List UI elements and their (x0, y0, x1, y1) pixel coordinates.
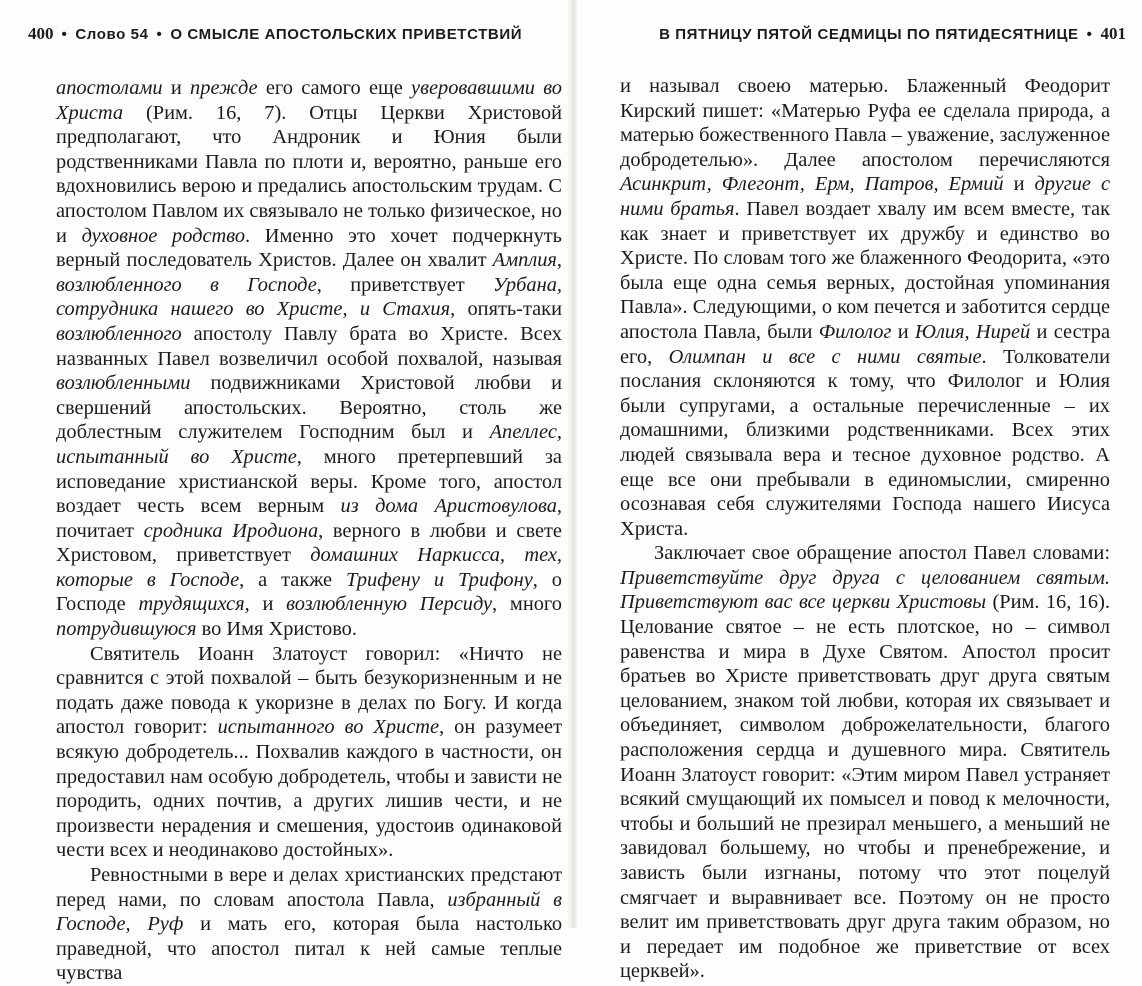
right-body-text (620, 74, 1110, 984)
text-run: , опять-таки (450, 298, 562, 321)
text-run: Заключает свое обращение апостол Павел словами: (654, 542, 1110, 565)
italic-run: уверовавшими во Христа (56, 77, 562, 124)
text-run: и (891, 320, 915, 343)
italic-run: Амплия, возлюбленного в Господе (56, 249, 562, 296)
italic-run: Трифену и Трифону (346, 568, 533, 591)
left-page-number: 400 (28, 24, 54, 43)
italic-run: Олимпан и все с ними святые (668, 345, 982, 368)
text-run: Святитель Иоанн Златоуст говорил: «Ничто не сравнится с этой похвалой – быть безукоризненным и не подать даже повода к укоризне в делах по Богу. И когда апостол говорит: (56, 642, 562, 739)
text-run: и (162, 77, 191, 99)
italic-run: возлюбленную Персиду (286, 593, 493, 616)
italic-run: апостолами (56, 77, 163, 99)
left-page (14, 0, 563, 985)
text-run: . Толкователи послания склоняются к тому, что Филолог и Юлия были супругами, а остальные перечисленные – их домашними, близкими родственниками. Всех этих людей связывала вера и тесное духовное родство. А еще все они пребывали в единомыслии, смиренно осознавая себя служителями Господа нашего Иисуса Христа. (620, 345, 1111, 540)
text-run: (Рим. 16, 7). Отцы Церкви Христовой предполагают, что Андроник и Юния были родственниками Павла по плоти и, вероятно, раньше его вдохновились верою и предались апостольским трудам. С апостолом Павлом их связывало не только физическое, но и (56, 101, 562, 247)
italic-run: трудящихся (138, 593, 245, 616)
italic-run: Юлия, Нирей (914, 320, 1031, 343)
left-running-title: О СМЫСЛЕ АПОСТОЛЬСКИХ ПРИВЕТСТВИЙ (170, 26, 523, 43)
italic-run: избранный в Господе, Руф (56, 888, 562, 936)
italic-run: сродника Иродиона (143, 519, 319, 542)
text-run: и называл своею матерью. Блаженный Феодорит Кирский пишет: «Матерью Руфа ее сделала природа, а матерью божественного Павла – уважение, заслуженное добродетелью». Далее апостолом перечисляются (620, 75, 1110, 171)
text-run: и мать его, которая была настолько праведной, что апостол питал к ней самые теплые чувства (56, 913, 563, 985)
text-run: , почитает (56, 495, 562, 542)
text-run: его самого еще (257, 77, 412, 99)
italic-run: испытанного во Христе (217, 716, 440, 739)
paragraph (56, 642, 562, 863)
italic-run: духовное родство (81, 224, 246, 247)
text-run: апостолу Павлу брата во Христе. Всех названных Павел возвеличил особой похвалой, называя (56, 322, 562, 370)
italic-run: домашних Наркисса, тех, которые в Господе (56, 544, 562, 591)
text-run: , много (492, 593, 562, 616)
italic-run: возлюбленного (56, 322, 182, 345)
italic-run: из дома Аристовулова (340, 495, 557, 518)
book-gutter (568, 0, 578, 928)
text-run: и сестра его, (620, 320, 1111, 368)
italic-run: Приветствуйте друг друга с целованием святым. Приветствуют вас все церкви Христовы (620, 566, 1110, 614)
right-page (582, 0, 1130, 983)
text-run: , о Господе (56, 568, 562, 616)
text-run: , много претерпевший за исповедание христианской веры. Кроме того, апостол воздает честь всем верным (56, 445, 562, 518)
right-running-title: В ПЯТНИЦУ ПЯТОЙ СЕДМИЦЫ ПО ПЯТИДЕСЯТНИЦЕ (659, 26, 1079, 43)
italic-run: другие с ними братья (620, 173, 1110, 220)
text-run: во Имя Христово. (196, 618, 357, 641)
right-page-number: 401 (1100, 24, 1126, 43)
header-separator: • (156, 26, 163, 43)
text-run: подвижниками Христовой любви и свершений апостольских. Вероятно, столь же доблестным служителем Господним был и (56, 372, 562, 444)
left-running-head (28, 24, 562, 44)
italic-run: Асинкрит, Флегонт, Ерм, Патров, Ермий (620, 173, 1004, 196)
right-running-head (582, 24, 1126, 44)
text-run: . Павел воздает хвалу им всем вместе, так как знает и приветствует их дружбу и единство во Христе. По словам того же блаженного Феодорита, «это была еще одна семья верных, достойная упоминания Павла». Следующими, о ком печется и заботится сердце апостола Павла, были (620, 197, 1110, 343)
text-run: Ревностными в вере и делах христианских предстают перед нами, по словам апостола Павла, (56, 864, 562, 911)
header-separator: • (1086, 26, 1093, 43)
italic-run: прежде (190, 77, 258, 99)
text-run: , и (244, 593, 287, 616)
text-run: , он разумеет всякую добродетель... Похвалив каждого в частности, он предоставил нам особую добродетель, чтобы и зависти не породить, одних почтив, а других лишив чести, и не произвести нерадения и смешения, удостоив одинаковой чести всех и неодинаково достойных». (56, 716, 562, 862)
text-run: , а также (239, 568, 347, 591)
paragraph (620, 74, 1110, 541)
text-run: , приветствует (316, 273, 494, 296)
italic-run: Филолог (818, 320, 892, 343)
text-run: . Именно это хочет подчеркнуть верный последователь Христов. Далее он хвалит (56, 224, 562, 272)
italic-run: возлюбленными (56, 372, 191, 395)
italic-run: Апеллес, испытанный во Христе (56, 421, 562, 468)
italic-run: Урбана, сотрудника нашего во Христе, и Стахия (56, 273, 562, 321)
paragraph (620, 541, 1110, 984)
italic-run: потрудившуюся (56, 618, 197, 641)
text-run: (Рим. 16, 16). Целование святое – не есть плотское, но – символ равенства и мира в Духе Святом. Апостол просит братьев во Христе приветствовать друг друга святым целованием, знаком той любви, которая их связывает и объединяет, символом доброжелательности, благого расположения сердца и душевного мира. Святитель Иоанн Златоуст говорит: «Этим миром Павел устраняет всякий смущающий их помысел и повод к мелочности, чтобы и больший не презирал меньшего, а меньший не завидовал большему, но чтобы и пренебрежение, и зависть были изгнаны, потому что этот поцелуй смягчает и выравнивает все. Поэтому он не просто велит им приветствовать друг друга таким образом, но и передает им подобное же приветствие от всех церквей». (620, 591, 1110, 983)
left-body-text (56, 76, 562, 986)
paragraph (56, 863, 562, 986)
header-separator: • (61, 26, 68, 43)
text-run: и (1003, 173, 1035, 196)
chapter-label: Слово 54 (75, 26, 149, 43)
text-run: , верного в любви и свете Христовом, приветствует (56, 519, 562, 567)
paragraph (56, 76, 562, 642)
